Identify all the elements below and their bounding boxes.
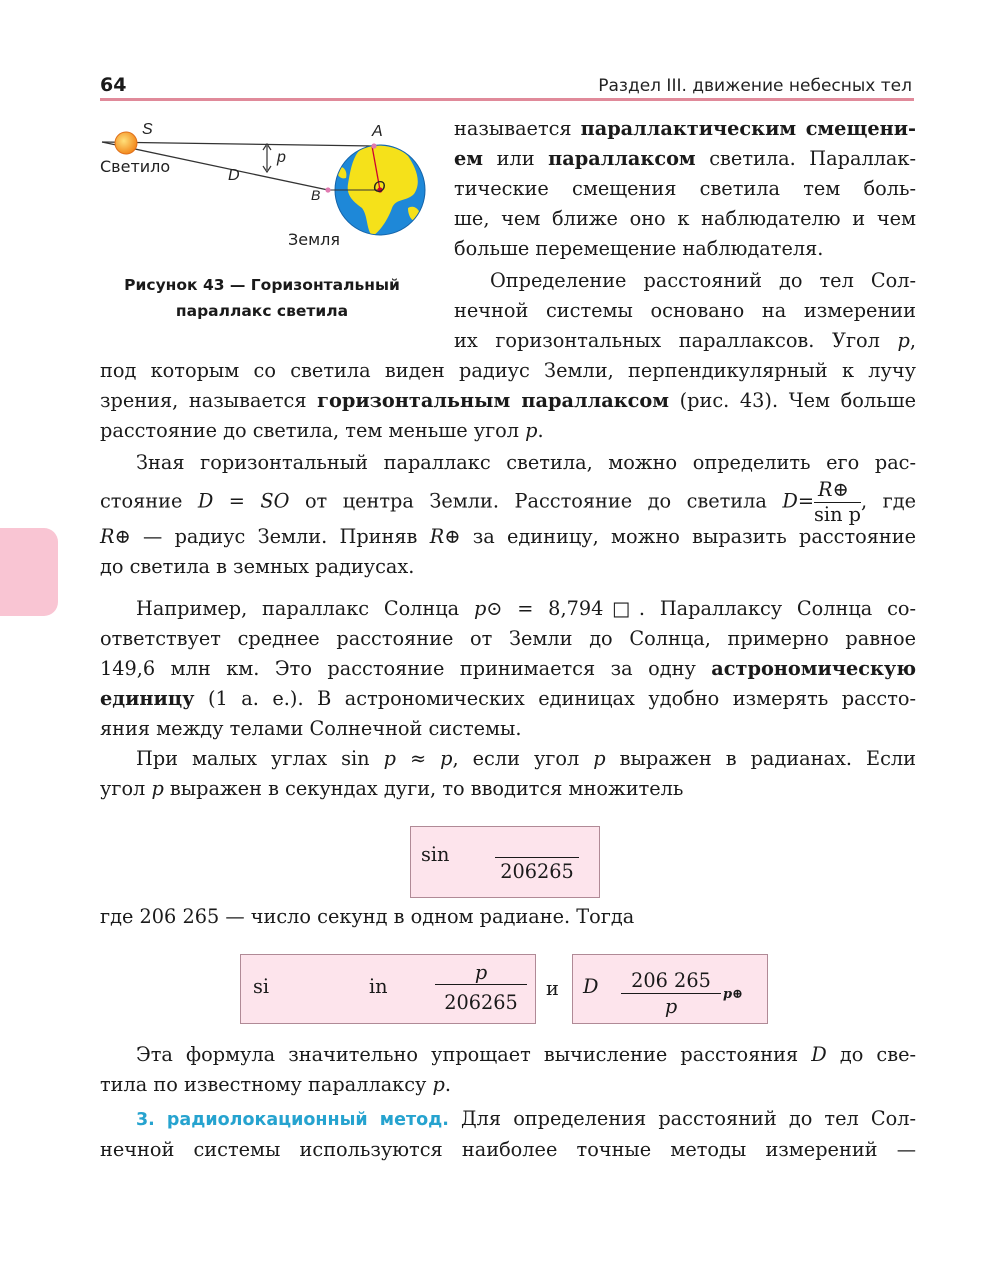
paragraph-distance-formula: Зная горизонтальный параллакс светила, можно определить его рас- стояние D = SO от центра Земли. Расстояние до светила D= $\frac{R\oplus}{\text{sin p}}$ , где R⊕ — радиус Земли. Приняв R⊕ за единицу, можно выразить расстояние до светила в земных радиусах. [100, 451, 916, 578]
parallax-figure [96, 112, 436, 262]
section-title: Раздел III. движение небесных тел [598, 76, 912, 96]
figure-caption: Рисунок 43 — Горизонтальный параллакс светила [124, 276, 400, 320]
label-d: D [228, 167, 240, 184]
label-a: A [372, 123, 383, 140]
label-p: p [277, 149, 286, 166]
paragraph-seconds-per-radian: где 206 265 — число секунд в одном радиане. Тогда [100, 905, 635, 928]
label-earth: Земля [288, 230, 341, 249]
paragraph-horizontal-parallax: под которым со светила виден радиус Земли, перпендикулярный к лучу зрения, называется горизонтальным параллаксом (рис. 43). Чем больше расстояние до светила, тем меньше угол p. [100, 359, 916, 442]
formula-distance-arcsec: D 206 265 p p⊕ [572, 954, 768, 1024]
paragraph-distance-determination: Определение расстояний до тел Сол- нечной системы основано на измерении их горизонтальных параллаксов. Угол p, [454, 269, 916, 352]
label-o: O [373, 179, 386, 196]
label-luminary: Светило [100, 157, 171, 176]
paragraph-parallax-definition: называется параллактическим смещени- ем или параллаксом светила. Параллак- тические смещения светила тем боль- ше, чем ближе оно к наблюдателю и чем больше перемещение наблюдателя. [454, 117, 916, 260]
line-sa [102, 142, 374, 146]
paragraph-formula-simplifies: Эта формула значительно упрощает вычисление расстояния D до све- тила по известному параллаксу p. [100, 1043, 916, 1096]
formula-sin-approx: si in p 206265 [240, 954, 536, 1024]
point-a [371, 143, 376, 148]
distance-fraction: $\frac{R\oplus}{\text{sin p}}$ [814, 478, 861, 526]
point-b [325, 187, 330, 192]
paragraph-small-angles: При малых углах sin p ≈ p, если угол p выражен в радианах. Если угол p выражен в секундах дуги, то вводится множитель [100, 747, 916, 800]
conjunction-and: и [546, 977, 559, 1000]
side-tab [0, 528, 58, 616]
paragraph-astronomical-unit: Например, параллакс Солнца p⊙ = 8,794□. Параллаксу Солнца со- ответствует среднее расстояние от Земли до Солнца, примерно равное 149,6 млн км. Это расстояние принимается за одну астрономическую единицу (1 а. е.). В астрономических единицах удобно измерять рассто- яния между телами Солнечной системы. [100, 597, 916, 740]
label-s: S [142, 121, 153, 138]
header-rule [100, 98, 914, 101]
formula-multiplier: sin 206265 [410, 826, 600, 898]
paragraph-radar-method: 3. радиолокационный метод. Для определения расстояний до тел Сол- нечной системы используются наиболее точные методы измерений — [100, 1107, 916, 1161]
sun-icon [115, 132, 137, 154]
page-number: 64 [100, 74, 127, 96]
label-b: B [311, 187, 321, 203]
section-heading-radar: 3. радиолокационный метод. [136, 1110, 449, 1130]
